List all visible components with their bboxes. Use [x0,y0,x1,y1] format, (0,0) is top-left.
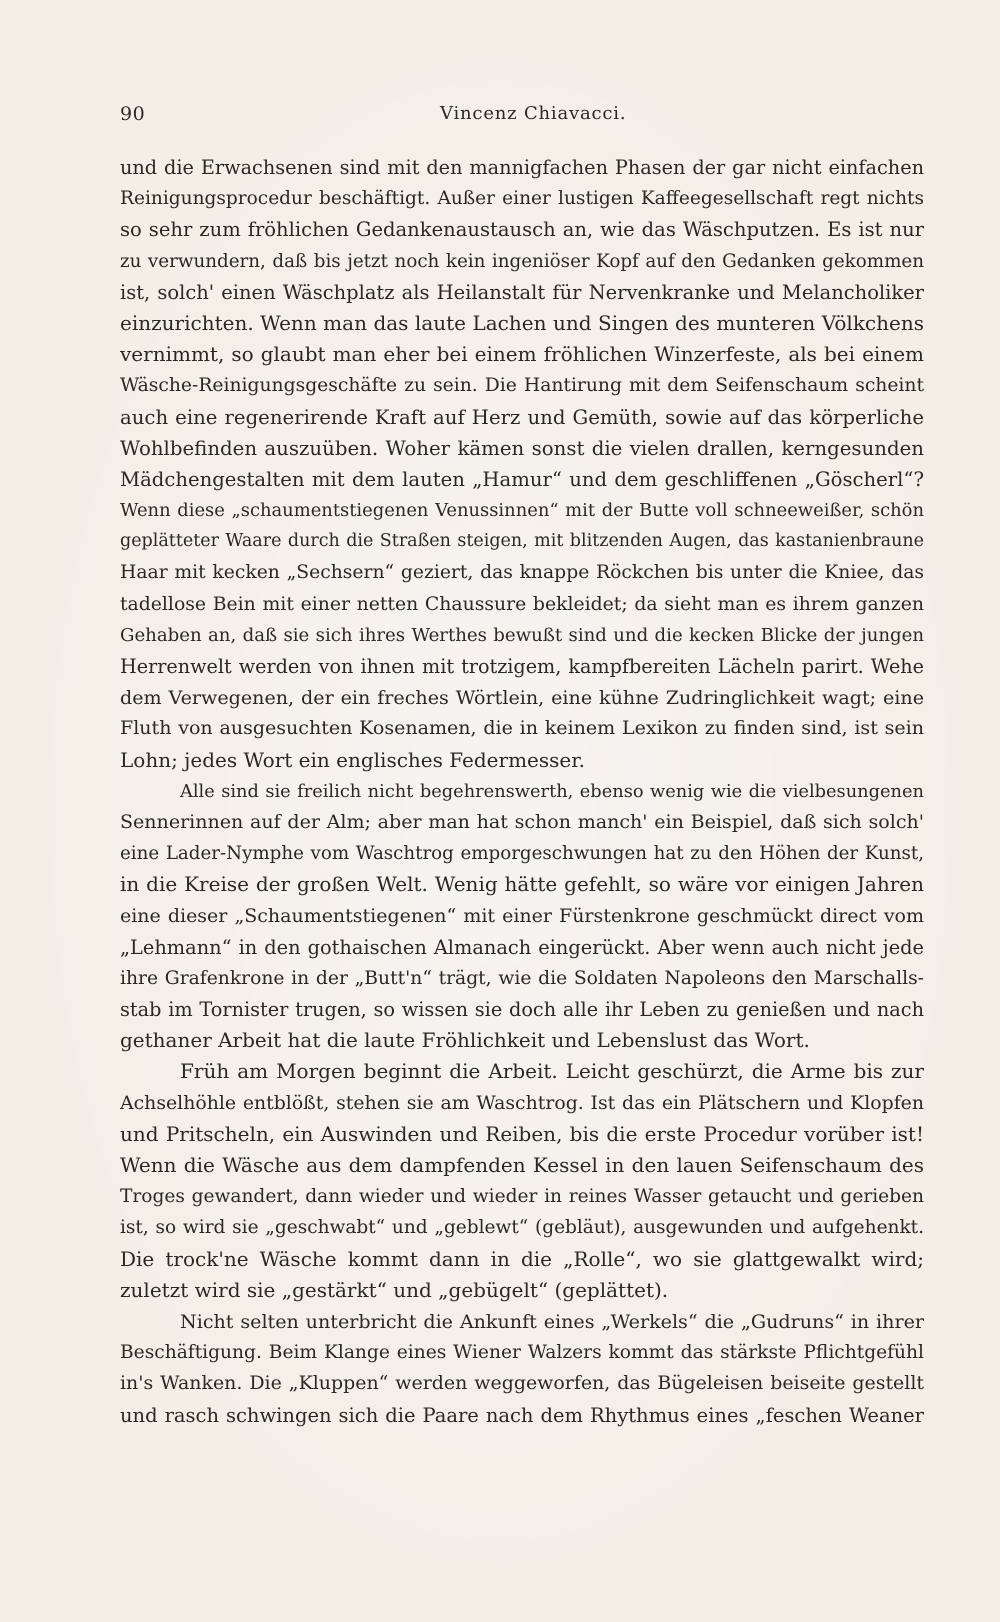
text-line: und rasch schwingen sich die Paare nach dem Rhythmus eines „feschen Weaner [120,1403,924,1427]
text-line: Gehaben an, daß sie sich ihres Werthes bewußt sind und die kecken Blicke der jungen [120,624,924,646]
text-line: Mädchengestalten mit dem lauten „Hamur“ und dem geschliffenen „Göscherl“? [120,467,924,491]
text-line: Haar mit kecken „Sechsern“ geziert, das knappe Röckchen bis unter die Kniee, das [120,562,924,584]
text-line: Wäsche-Reinigungsgeschäfte zu sein. Die Hantirung mit dem Seifenschaum scheint [120,375,924,397]
text-line: dem Verwegenen, der ein freches Wörtlein, eine kühne Zudringlichkeit wagt; eine [120,686,924,710]
text-line: zuletzt wird sie „gestärkt“ und „gebügelt“ (geplättet). [120,1277,669,1302]
text-line: stab im Tornister trugen, so wissen sie doch alle ihr Leben zu genießen und nach [120,998,924,1022]
text-line: Sennerinnen auf der Alm; aber man hat schon manch' ein Beispiel, daß sich solch' [120,810,924,833]
paragraph-3 [120,1056,924,1306]
page-header [120,103,890,133]
text-line: geplätteter Waare durch die Straßen steigen, mit blitzenden Augen, das kastanienbraune [120,531,924,552]
body-text [120,152,924,1431]
text-line: vernimmt, so glaubt man eher bei einem fröhlichen Winzerfeste, als bei einem [120,342,924,367]
paragraph-1 [120,152,924,776]
text-line: Die trock'ne Wäsche kommt dann in die „Rolle“, wo sie glattgewalkt wird; [120,1246,924,1271]
text-line: in's Wanken. Die „Kluppen“ werden weggeworfen, das Bügeleisen beiseite gestellt [120,1372,924,1395]
text-line: und die Erwachsenen sind mit den mannigfachen Phasen der gar nicht einfachen [120,156,924,179]
text-line: tadellose Bein mit einer netten Chaussure bekleidet; da sieht man es ihrem ganzen [120,593,924,615]
text-line: Nicht selten unterbricht die Ankunft eines „Werkels“ die „Gudruns“ in ihrer [180,1309,924,1333]
text-line: und Pritscheln, ein Auswinden und Reiben, bis die erste Procedur vorüber ist! [120,1121,924,1146]
text-line: so sehr zum fröhlichen Gedankenaustausch an, wie das Wäschputzen. Es ist nur [120,218,924,242]
text-line: ist, solch' einen Wäschplatz als Heilanstalt für Nervenkranke und Melancholiker [120,280,924,304]
text-line: Wenn die Wäsche aus dem dampfenden Kessel in den lauen Seifenschaum des [120,1153,924,1177]
page-number: 90 [120,103,146,125]
text-line: gethaner Arbeit hat die laute Fröhlichkeit und Lebenslust das Wort. [120,1028,810,1053]
text-line: zu verwundern, daß bis jetzt noch kein ingeniöser Kopf auf den Gedanken gekommen [120,250,924,272]
text-line: eine Lader-Nymphe vom Waschtrog emporgeschwungen hat zu den Höhen der Kunst, [120,843,924,865]
text-line: Früh am Morgen beginnt die Arbeit. Leicht geschürzt, die Arme bis zur [180,1059,924,1084]
text-line: Wenn diese „schaumentstiegenen Venussinnen“ mit der Butte voll schneeweißer, schön [120,500,924,522]
text-line: „Lehmann“ in den gothaischen Almanach eingerückt. Aber wenn auch nicht jede [120,935,924,959]
text-line: einzurichten. Wenn man das laute Lachen und Singen des munteren Völkchens [120,310,924,335]
text-line: in die Kreise der großen Welt. Wenig hätte gefehlt, so wäre vor einigen Jahren [120,872,924,897]
text-line: Reinigungsprocedur beschäftigt. Außer einer lustigen Kaffeegesellschaft regt nichts [120,188,924,210]
paragraph-4 [120,1306,924,1431]
text-line: Achselhöhle entblößt, stehen sie am Waschtrog. Ist das ein Plätschern und Klopfen [120,1091,924,1114]
text-line: Herrenwelt werden von ihnen mit trotzigem, kampfbereiten Lächeln parirt. Wehe [120,655,924,678]
text-line: Beschäftigung. Beim Klange eines Wiener Walzers kommt das stärkste Pflichtgefühl [120,1342,924,1364]
text-line: Alle sind sie freilich nicht begehrenswerth, ebenso wenig wie die vielbesungenen [180,780,924,802]
text-line: ist, so wird sie „geschwabt“ und „geblewt“ (gebläut), ausgewunden und aufgehenkt. [120,1217,924,1239]
text-line: Wohlbefinden auszuüben. Woher kämen sonst die vielen drallen, kerngesunden [120,436,924,460]
text-line: auch eine regenerirende Kraft auf Herz und Gemüth, sowie auf das körperliche [120,405,924,429]
text-line: Lohn; jedes Wort ein englisches Federmesser. [120,747,585,772]
running-head: Vincenz Chiavacci. [440,103,627,124]
text-line: eine dieser „Schaumentstiegenen“ mit einer Fürstenkrone geschmückt direct vom [120,904,924,927]
text-line: Fluth von ausgesuchten Kosenamen, die in keinem Lexikon zu finden sind, ist sein [120,717,924,740]
text-line: ihre Grafenkrone in der „Butt'n“ trägt, wie die Soldaten Napoleons den Marschalls- [120,967,924,989]
text-line: Troges gewandert, dann wieder und wieder in reines Wasser getaucht und gerieben [120,1186,924,1208]
paragraph-2 [120,776,924,1057]
